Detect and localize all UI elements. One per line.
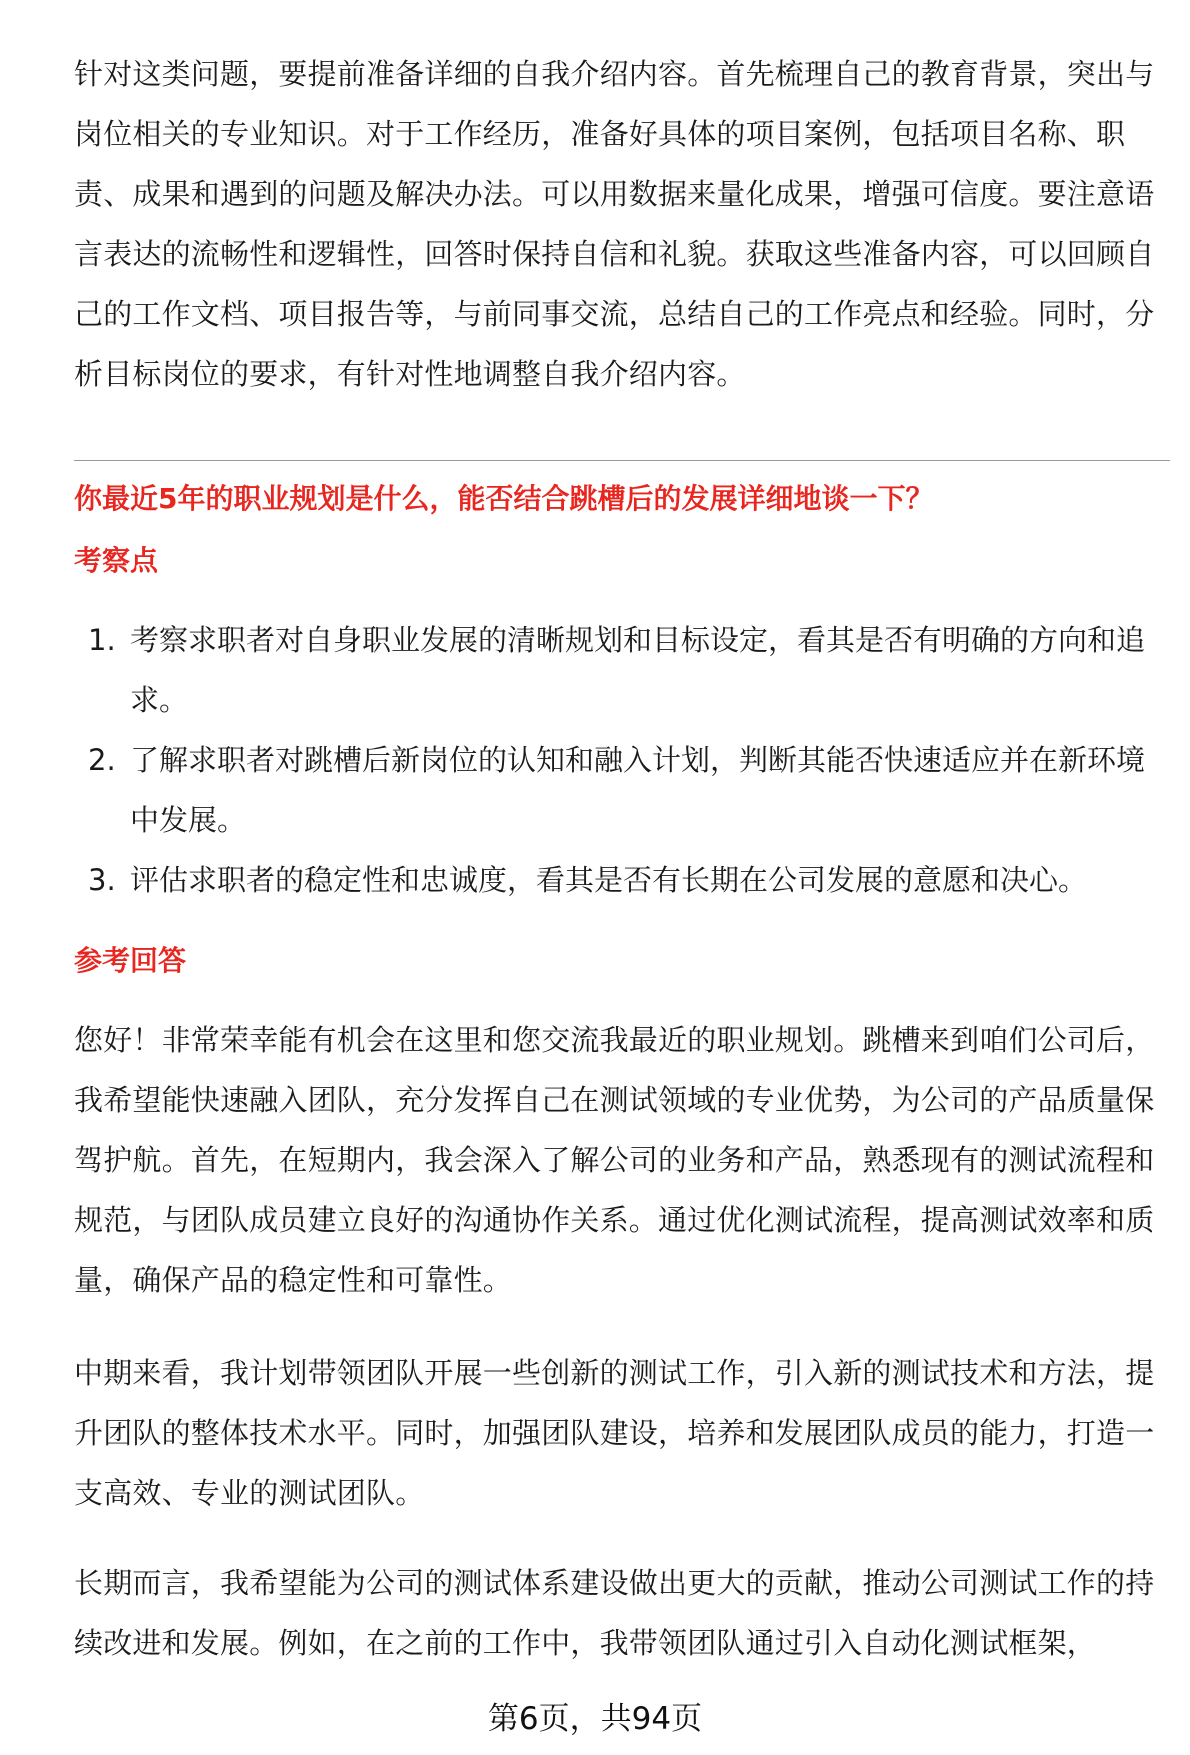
intro-paragraph: 针对这类问题，要提前准备详细的自我介绍内容。首先梳理自己的教育背景，突出与岗位相关的专业知识。对于工作经历，准备好具体的项目案例，包括项目名称、职责、成果和遇到的问题及解决办法。可以用数据来量化成果，增强可信度。要注意语言表达的流畅性和逻辑性，回答时保持自信和礼貌。获取这些准备内容，可以回顾自己的工作文档、项目报告等，与前同事交流，总结自己的工作亮点和经验。同时，分析目标岗位的要求，有针对性地调整自我介绍内容。 — [74, 57, 1155, 391]
list-item — [74, 610, 1164, 730]
page-number-footer: 第6页，共94页 — [487, 1701, 703, 1737]
answer-paragraph — [74, 1343, 1170, 1523]
intro-section — [74, 44, 1174, 404]
answer-label: 参考回答 — [74, 944, 187, 977]
list-item-text: 考察求职者对自身职业发展的清晰规划和目标设定，看其是否有明确的方向和追求。 — [130, 623, 1146, 717]
assessment-label: 考察点 — [74, 544, 159, 577]
answer-paragraph-text: 您好！非常荣幸能有机会在这里和您交流我最近的职业规划。跳槽来到咱们公司后，我希望能快速融入团队，充分发挥自己在测试领域的专业优势，为公司的产品质量保驾护航。首先，在短期内，我会深入了解公司的业务和产品，熟悉现有的测试流程和规范，与团队成员建立良好的沟通协作关系。通过优化测试流程，提高测试效率和质量，确保产品的稳定性和可靠性。 — [74, 1023, 1155, 1297]
answer-paragraph — [74, 1010, 1170, 1310]
list-item — [74, 730, 1164, 850]
list-item-number: 3. — [88, 863, 116, 897]
answer-paragraph-text: 中期来看，我计划带领团队开展一些创新的测试工作，引入新的测试技术和方法，提升团队的整体技术水平。同时，加强团队建设，培养和发展团队成员的能力，打造一支高效、专业的测试团队。 — [74, 1356, 1155, 1510]
list-item — [74, 850, 1164, 910]
section-divider — [74, 460, 1170, 461]
list-item-text: 了解求职者对跳槽后新岗位的认知和融入计划，判断其能否快速适应并在新环境中发展。 — [130, 743, 1146, 837]
list-item-number: 1. — [88, 623, 116, 657]
assessment-points-list — [74, 610, 1164, 910]
question-heading: 你最近5年的职业规划是什么，能否结合跳槽后的发展详细地谈一下？ — [74, 482, 934, 515]
answer-paragraph-text: 长期而言，我希望能为公司的测试体系建设做出更大的贡献，推动公司测试工作的持续改进和发展。例如，在之前的工作中，我带领团队通过引入自动化测试框架， — [74, 1566, 1155, 1660]
list-item-number: 2. — [88, 743, 116, 777]
answer-paragraph — [74, 1553, 1170, 1673]
list-item-text: 评估求职者的稳定性和忠诚度，看其是否有长期在公司发展的意愿和决心。 — [130, 863, 1088, 897]
